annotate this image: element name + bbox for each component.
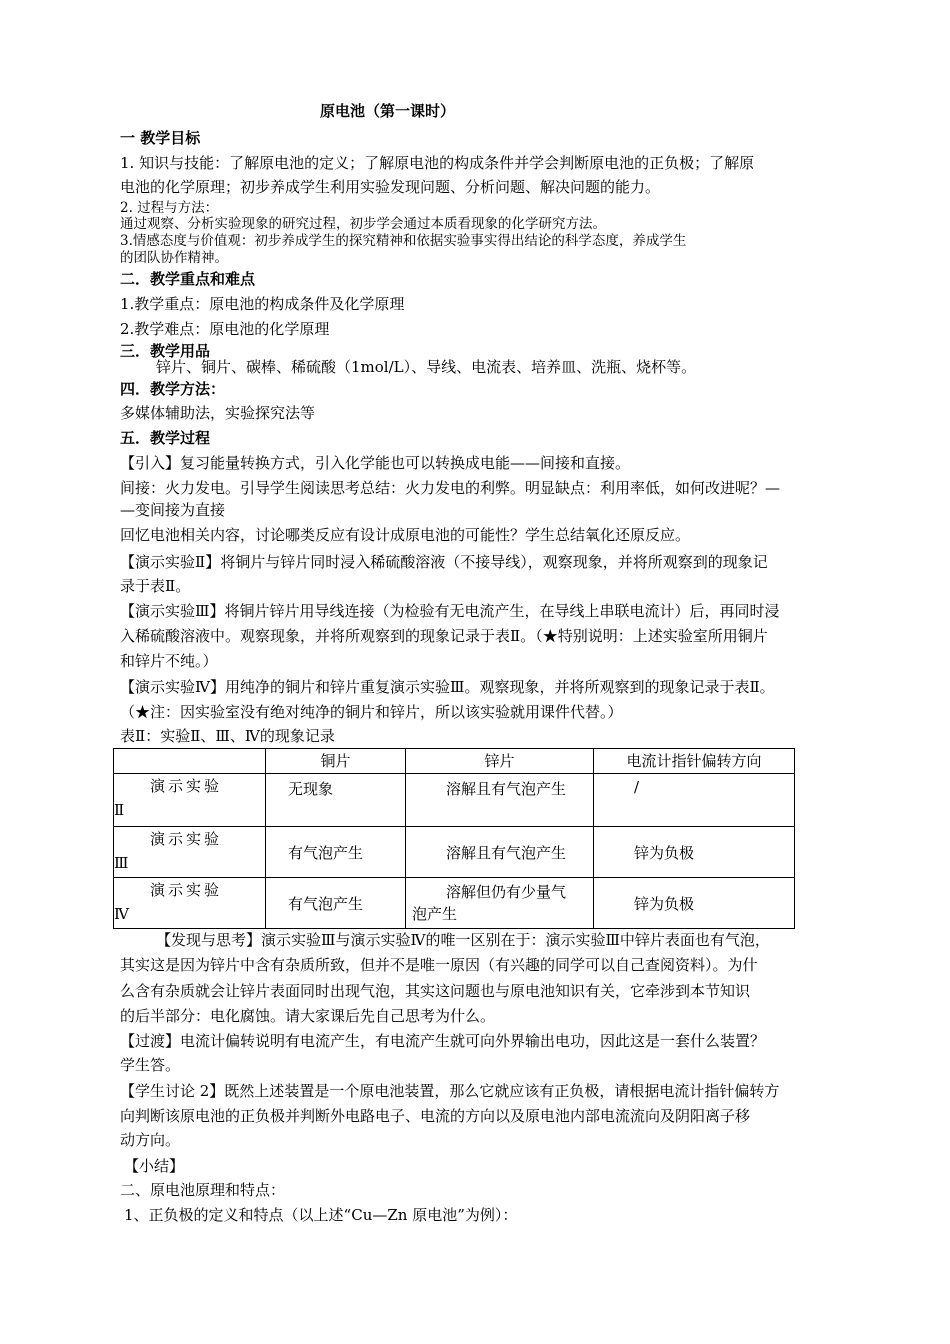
paragraph: 2.教学难点：原电池的化学原理: [120, 320, 330, 338]
paragraph: 回忆电池相关内容，讨论哪类反应有设计成原电池的可能性？学生总结氧化还原反应。: [120, 526, 691, 544]
table-header-row: [114, 749, 795, 774]
paragraph: 2. 过程与方法：: [120, 200, 219, 216]
table-header-cell: [114, 749, 266, 774]
paragraph: 多媒体辅助法，实验探究法等: [120, 404, 316, 422]
paragraph: 【过渡】电流计偏转说明有电流产生，有电流产生就可向外界输出电功，因此这是一套什么装置？: [120, 1032, 766, 1050]
paragraph: 3.情感态度与价值观：初步养成学生的探究精神和依据实验事实得出结论的科学态度，养成学生: [120, 233, 687, 249]
paragraph: 其实这是因为锌片中含有杂质所致，但并不是唯一原因（有兴趣的同学可以自己查阅资料）。为什: [120, 956, 758, 974]
section-heading-process: 五．教学过程: [120, 429, 211, 447]
experiment-numeral: Ⅳ: [114, 905, 129, 923]
zinc-observation: 溶解且有气泡产生: [446, 780, 567, 798]
copper-observation: 无现象: [288, 780, 334, 798]
paragraph: 录于表Ⅱ。: [120, 577, 191, 595]
paragraph: 【引入】复习能量转换方式，引入化学能也可以转换成电能——间接和直接。: [120, 454, 631, 472]
experiment-numeral: Ⅲ: [114, 854, 129, 872]
paragraph: 向判断该原电池的正负极并判断外电路电子、电流的方向以及原电池内部电流流向及阴阳离子移: [120, 1107, 751, 1125]
table-cell: [594, 774, 795, 827]
paragraph: 动方向。: [120, 1131, 181, 1149]
table-caption: 表Ⅱ：实验Ⅱ、Ⅲ、Ⅳ的现象记录: [120, 727, 335, 745]
copper-observation: 有气泡产生: [288, 894, 364, 913]
galvanometer-observation: 锌为负极: [634, 894, 695, 913]
table-header-cell: 铜片: [266, 749, 406, 774]
table-cell: [266, 827, 406, 878]
paragraph: 【学生讨论 2】既然上述装置是一个原电池装置，那么它就应该有正负极，请根据电流计指针偏转方: [120, 1082, 780, 1100]
table-cell: [406, 774, 594, 827]
experiment-label-cell: [114, 878, 266, 929]
paragraph: 电池的化学原理；初步养成学生利用实验发现问题、分析问题、解决问题的能力。: [120, 178, 661, 196]
table-cell: [594, 878, 795, 929]
experiment-numeral: Ⅱ: [114, 801, 125, 819]
table-cell: [266, 774, 406, 827]
zinc-observation: 溶解但仍有少量气: [446, 883, 567, 901]
paragraph: 1、正负极的定义和特点（以上述“Cu—Zn 原电池”为例）：: [124, 1206, 518, 1224]
paragraph: （★注：因实验室没有绝对纯净的铜片和锌片，所以该实验就用课件代替。）: [120, 703, 623, 721]
paragraph: 间接：火力发电。引导学生阅读思考总结：火力发电的利弊。明显缺点：利用率低，如何改进呢？—: [120, 479, 781, 497]
paragraph: —变间接为直接: [120, 501, 226, 519]
table-row: [114, 774, 795, 827]
experiment-label-cell: [114, 827, 266, 878]
zinc-observation: 溶解且有气泡产生: [446, 843, 567, 862]
table-row: [114, 878, 795, 929]
table-header-cell: 电流计指针偏转方向: [594, 749, 795, 774]
paragraph: 的后半部分：电化腐蚀。请大家课后先自己思考为什么。: [120, 1007, 496, 1025]
paragraph: 【演示实验Ⅳ】用纯净的铜片和锌片重复演示实验Ⅲ。观察现象，并将所观察到的现象记录于表Ⅱ。: [120, 678, 775, 696]
section-heading-methods: 四．教学方法：: [120, 380, 226, 398]
table-cell: [594, 827, 795, 878]
doc-title: 原电池（第一课时）: [320, 102, 456, 120]
table-cell: [406, 878, 594, 929]
paragraph: 学生答。: [120, 1056, 181, 1074]
paragraph: 1.教学重点：原电池的构成条件及化学原理: [120, 295, 405, 313]
table-row: [114, 827, 795, 878]
table-cell: [406, 827, 594, 878]
paragraph: 【演示实验Ⅱ】将铜片与锌片同时浸入稀硫酸溶液（不接导线），观察现象，并将所观察到的现象记: [120, 553, 768, 571]
observation-table: [113, 748, 795, 929]
section-heading-key-points: 二．教学重点和难点: [120, 270, 256, 288]
paragraph: 和锌片不纯。）: [120, 652, 218, 670]
experiment-label: 演示实验: [150, 830, 223, 848]
section-heading-objectives: 一 教学目标: [120, 129, 201, 147]
paragraph: 的团队协作精神。: [120, 250, 228, 266]
galvanometer-observation: 锌为负极: [634, 843, 695, 862]
paragraph: 么含有杂质就会让锌片表面同时出现气泡，其实这问题也与原电池知识有关，它牵涉到本节知识: [120, 982, 751, 1000]
experiment-label: 演示实验: [150, 777, 223, 795]
section-heading-materials: 三．教学用品: [120, 342, 211, 360]
paragraph: 通过观察、分析实验现象的研究过程，初步学会通过本质看现象的化学研究方法。: [120, 216, 606, 232]
table-header-cell: 锌片: [406, 749, 594, 774]
experiment-label-cell: [114, 774, 266, 827]
paragraph: 二、原电池原理和特点：: [120, 1181, 286, 1199]
experiment-label: 演示实验: [150, 881, 223, 899]
copper-observation: 有气泡产生: [288, 843, 364, 862]
paragraph: 入稀硫酸溶液中。观察现象，并将所观察到的现象记录于表Ⅱ。（★特别说明：上述实验室所用铜片: [120, 627, 768, 645]
paragraph: 【演示实验Ⅲ】将铜片锌片用导线连接（为检验有无电流产生，在导线上串联电流计）后，再同时浸: [120, 602, 780, 620]
zinc-observation-continued: 泡产生: [412, 905, 458, 923]
galvanometer-observation: /: [634, 778, 640, 796]
paragraph: 1. 知识与技能：了解原电池的定义；了解原电池的构成条件并学会判断原电池的正负极；了解原: [120, 154, 755, 172]
paragraph: 锌片、铜片、碳棒、稀硫酸（1mol/L）、导线、电流表、培养皿、洗瓶、烧杯等。: [156, 358, 697, 376]
table-cell: [266, 878, 406, 929]
paragraph: 【发现与思考】演示实验Ⅲ与演示实验Ⅳ的唯一区别在于：演示实验Ⅲ中锌片表面也有气泡，: [156, 931, 770, 949]
summary-label: 【小结】: [124, 1157, 185, 1175]
